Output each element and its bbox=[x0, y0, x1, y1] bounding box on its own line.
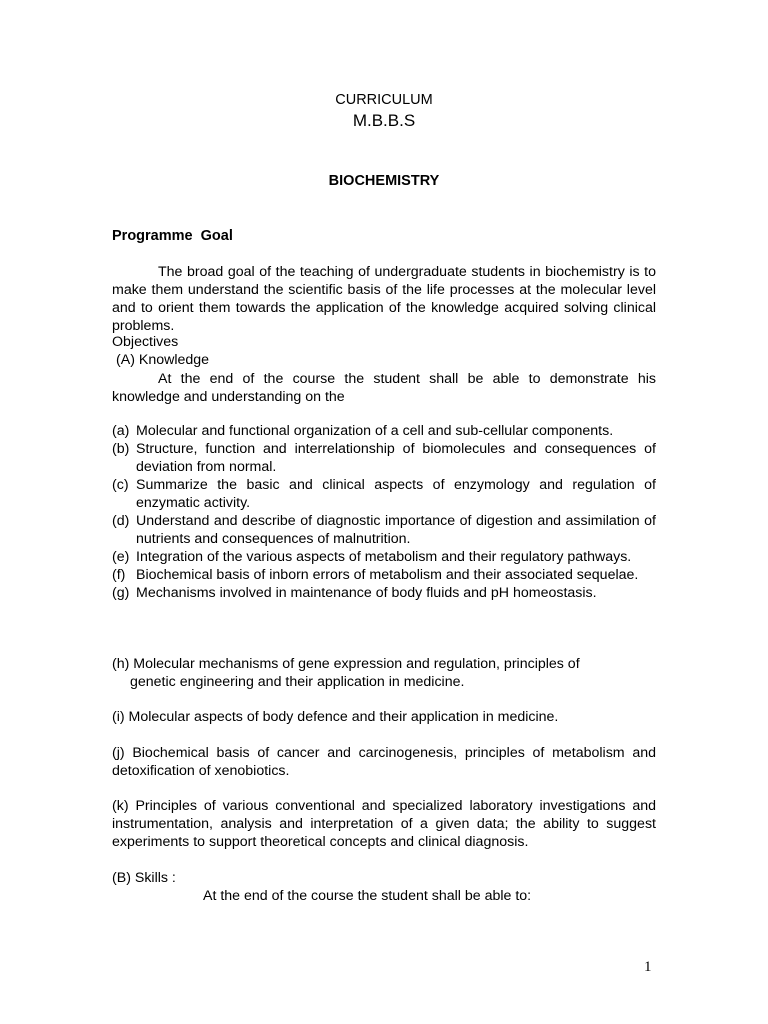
objectives-heading: Objectives bbox=[112, 334, 179, 350]
objective-item-h: (h) Molecular mechanisms of gene expression and regulation, principles of genetic engineering and their application in medicine. bbox=[112, 656, 580, 690]
list-item bbox=[112, 584, 656, 602]
knowledge-objectives-list bbox=[112, 422, 656, 602]
programme-goal-heading: Programme Goal bbox=[112, 228, 233, 244]
objective-item-j: (j) Biochemical basis of cancer and carcinogenesis, principles of metabolism and detoxification of xenobiotics. bbox=[112, 745, 656, 779]
list-marker: (d) bbox=[112, 513, 130, 529]
skills-label: (B) Skills : bbox=[112, 870, 176, 886]
objective-item-k: (k) Principles of various conventional and specialized laboratory investigations and instrumentation, analysis and interpretation of a given data; the ability to suggest experiments to support theoretical concepts and clinical diagnosis. bbox=[112, 798, 656, 850]
knowledge-label: (A) Knowledge bbox=[116, 352, 210, 368]
list-item-text: Molecular and functional organization of a cell and sub-cellular components. bbox=[136, 423, 614, 439]
list-marker: (f) bbox=[112, 567, 126, 583]
page-number: 1 bbox=[644, 959, 652, 975]
skills-intro: At the end of the course the student shall be able to: bbox=[203, 888, 532, 904]
document-title: CURRICULUM bbox=[335, 92, 433, 108]
list-item-text: Integration of the various aspects of metabolism and their regulatory pathways. bbox=[136, 549, 632, 565]
list-item-text: Biochemical basis of inborn errors of metabolism and their associated sequelae. bbox=[136, 567, 639, 583]
list-item bbox=[112, 476, 656, 512]
list-item-text: Mechanisms involved in maintenance of body fluids and pH homeostasis. bbox=[136, 585, 597, 601]
subject-heading: BIOCHEMISTRY bbox=[328, 173, 440, 189]
list-marker: (b) bbox=[112, 441, 130, 457]
list-marker: (g) bbox=[112, 585, 130, 601]
list-marker: (a) bbox=[112, 423, 130, 439]
list-item bbox=[112, 548, 656, 566]
list-item bbox=[112, 566, 656, 584]
list-item-text: Structure, function and interrelationship of biomolecules and consequences of deviation from normal. bbox=[136, 441, 656, 475]
list-marker: (e) bbox=[112, 549, 130, 565]
list-item-text: Understand and describe of diagnostic importance of digestion and assimilation of nutrients and consequences of malnutrition. bbox=[136, 513, 656, 547]
list-item bbox=[112, 422, 656, 440]
degree-title: M.B.B.S bbox=[352, 111, 416, 130]
objective-item-i: (i) Molecular aspects of body defence and their application in medicine. bbox=[112, 709, 559, 725]
list-item bbox=[112, 440, 656, 476]
list-marker: (c) bbox=[112, 477, 129, 493]
list-item-text: Summarize the basic and clinical aspects of enzymology and regulation of enzymatic activity. bbox=[136, 477, 656, 511]
knowledge-intro: At the end of the course the student shall be able to demonstrate his knowledge and understanding on the bbox=[112, 371, 656, 405]
list-item bbox=[112, 512, 656, 548]
programme-goal-paragraph: The broad goal of the teaching of undergraduate students in biochemistry is to make them understand the scientific basis of the life processes at the molecular level and to orient them towards the application of the knowledge acquired solving clinical problems. bbox=[112, 264, 656, 334]
